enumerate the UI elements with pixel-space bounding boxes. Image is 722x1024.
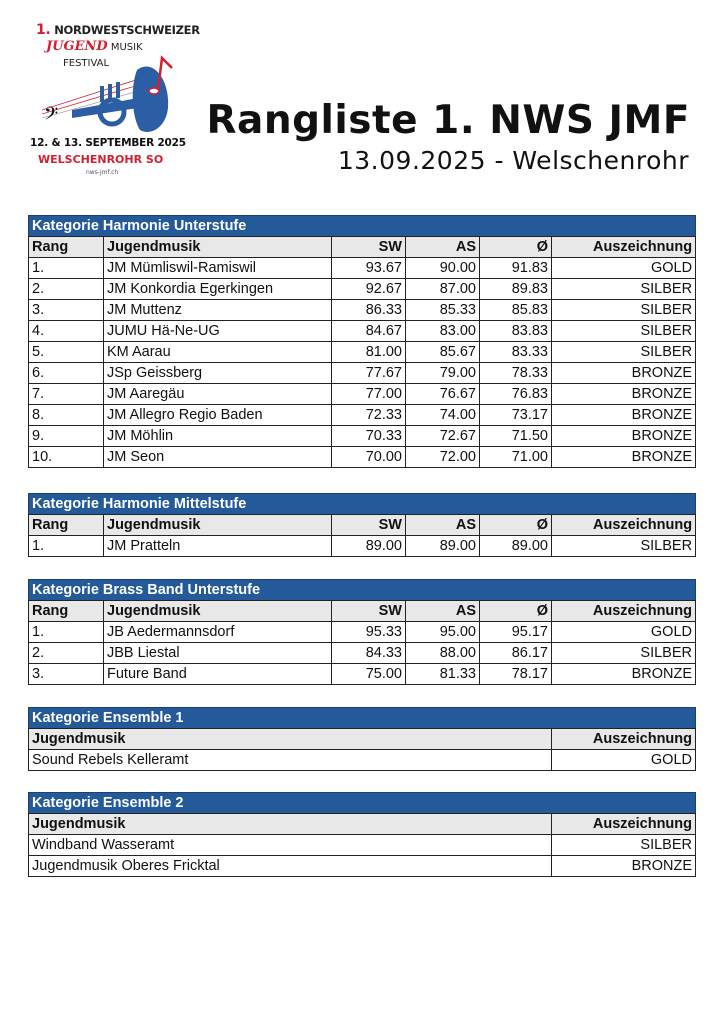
table-row: [29, 664, 696, 685]
logo-jugend: JUGEND: [46, 39, 108, 54]
rang: 2.: [29, 279, 104, 300]
col-jugendmusik: Jugendmusik: [29, 729, 552, 750]
rang: 3.: [29, 664, 104, 685]
score-as: 81.33: [406, 664, 480, 685]
award: BRONZE: [552, 405, 696, 426]
col-sw: SW: [332, 515, 406, 536]
score-sw: 77.00: [332, 384, 406, 405]
table-brass-band-unterstufe: [28, 579, 696, 685]
band-name: KM Aarau: [104, 342, 332, 363]
rang: 9.: [29, 426, 104, 447]
score-avg: 91.83: [480, 258, 552, 279]
table-row: [29, 384, 696, 405]
rang: 1.: [29, 622, 104, 643]
score-as: 74.00: [406, 405, 480, 426]
table-row: [29, 622, 696, 643]
col-rang: Rang: [29, 601, 104, 622]
band-name: JUMU Hä-Ne-UG: [104, 321, 332, 342]
score-as: 85.67: [406, 342, 480, 363]
score-sw: 86.33: [332, 300, 406, 321]
band-name: Sound Rebels Kelleramt: [29, 750, 552, 771]
col-auszeichnung: Auszeichnung: [552, 515, 696, 536]
col-jugendmusik: Jugendmusik: [104, 515, 332, 536]
table-harmonie-unterstufe: [28, 215, 696, 468]
score-avg: 85.83: [480, 300, 552, 321]
award: SILBER: [552, 300, 696, 321]
table-row: [29, 856, 696, 877]
band-name: JM Mümliswil-Ramiswil: [104, 258, 332, 279]
logo-place: WELSCHENROHR SO: [38, 153, 164, 166]
band-name: JM Möhlin: [104, 426, 332, 447]
col-sw: SW: [332, 237, 406, 258]
page-title: Rangliste 1. NWS JMF: [206, 98, 690, 143]
page-subtitle: 13.09.2025 - Welschenrohr: [337, 146, 689, 175]
band-name: JBB Liestal: [104, 643, 332, 664]
score-avg: 83.83: [480, 321, 552, 342]
band-name: JM Seon: [104, 447, 332, 468]
score-as: 87.00: [406, 279, 480, 300]
score-sw: 81.00: [332, 342, 406, 363]
table-ensemble-2: [28, 792, 696, 877]
score-sw: 70.33: [332, 426, 406, 447]
score-as: 72.67: [406, 426, 480, 447]
logo-festival: FESTIVAL: [63, 58, 110, 69]
score-avg: 89.00: [480, 536, 552, 557]
festival-logo: [28, 18, 200, 178]
award: BRONZE: [552, 664, 696, 685]
score-avg: 71.00: [480, 447, 552, 468]
rang: 2.: [29, 643, 104, 664]
score-avg: 78.17: [480, 664, 552, 685]
score-as: 72.00: [406, 447, 480, 468]
table-row: [29, 321, 696, 342]
award: SILBER: [552, 536, 696, 557]
table-row: [29, 279, 696, 300]
score-avg: 71.50: [480, 426, 552, 447]
table-row: [29, 643, 696, 664]
score-as: 79.00: [406, 363, 480, 384]
logo-musik: MUSIK: [110, 42, 143, 53]
award: BRONZE: [552, 856, 696, 877]
table-row: [29, 750, 696, 771]
table-row: [29, 447, 696, 468]
award: SILBER: [552, 279, 696, 300]
table-row: [29, 342, 696, 363]
category-title: Kategorie Harmonie Mittelstufe: [29, 494, 696, 515]
award: BRONZE: [552, 447, 696, 468]
table-ensemble-1: [28, 707, 696, 771]
category-title: Kategorie Ensemble 2: [29, 793, 696, 814]
col-as: AS: [406, 601, 480, 622]
logo-url: nws-jmf.ch: [86, 169, 119, 176]
rang: 8.: [29, 405, 104, 426]
rang: 10.: [29, 447, 104, 468]
score-sw: 84.67: [332, 321, 406, 342]
score-as: 85.33: [406, 300, 480, 321]
score-as: 88.00: [406, 643, 480, 664]
col-jugendmusik: Jugendmusik: [104, 237, 332, 258]
score-avg: 73.17: [480, 405, 552, 426]
table-row: [29, 300, 696, 321]
score-avg: 89.83: [480, 279, 552, 300]
score-as: 76.67: [406, 384, 480, 405]
band-name: JSp Geissberg: [104, 363, 332, 384]
score-as: 90.00: [406, 258, 480, 279]
band-name: Windband Wasseramt: [29, 835, 552, 856]
band-name: Future Band: [104, 664, 332, 685]
col-sw: SW: [332, 601, 406, 622]
award: BRONZE: [552, 384, 696, 405]
award: SILBER: [552, 342, 696, 363]
table-row: [29, 426, 696, 447]
category-title: Kategorie Brass Band Unterstufe: [29, 580, 696, 601]
col-jugendmusik: Jugendmusik: [104, 601, 332, 622]
rang: 5.: [29, 342, 104, 363]
award: SILBER: [552, 643, 696, 664]
score-as: 83.00: [406, 321, 480, 342]
score-sw: 75.00: [332, 664, 406, 685]
trumpet-icon: [42, 48, 182, 138]
award: SILBER: [552, 321, 696, 342]
score-sw: 95.33: [332, 622, 406, 643]
award: BRONZE: [552, 363, 696, 384]
score-avg: 86.17: [480, 643, 552, 664]
col-auszeichnung: Auszeichnung: [552, 237, 696, 258]
col-rang: Rang: [29, 237, 104, 258]
col-jugendmusik: Jugendmusik: [29, 814, 552, 835]
rang: 1.: [29, 536, 104, 557]
score-sw: 72.33: [332, 405, 406, 426]
band-name: JM Allegro Regio Baden: [104, 405, 332, 426]
table-row: [29, 405, 696, 426]
svg-text:𝄢: 𝄢: [44, 104, 59, 129]
category-title: Kategorie Harmonie Unterstufe: [29, 216, 696, 237]
score-sw: 92.67: [332, 279, 406, 300]
col-auszeichnung: Auszeichnung: [552, 601, 696, 622]
band-name: Jugendmusik Oberes Fricktal: [29, 856, 552, 877]
band-name: JB Aedermannsdorf: [104, 622, 332, 643]
band-name: JM Pratteln: [104, 536, 332, 557]
category-title: Kategorie Ensemble 1: [29, 708, 696, 729]
table-row: [29, 363, 696, 384]
score-as: 95.00: [406, 622, 480, 643]
logo-edition: 1.: [36, 22, 51, 38]
score-sw: 70.00: [332, 447, 406, 468]
score-avg: 78.33: [480, 363, 552, 384]
award: GOLD: [552, 622, 696, 643]
award: BRONZE: [552, 426, 696, 447]
band-name: JM Muttenz: [104, 300, 332, 321]
col-as: AS: [406, 237, 480, 258]
award: GOLD: [552, 258, 696, 279]
award: GOLD: [552, 750, 696, 771]
score-avg: 95.17: [480, 622, 552, 643]
logo-date: 12. & 13. SEPTEMBER 2025: [30, 137, 186, 149]
rang: 6.: [29, 363, 104, 384]
rang: 1.: [29, 258, 104, 279]
col-avg: Ø: [480, 237, 552, 258]
table-row: [29, 536, 696, 557]
rang: 4.: [29, 321, 104, 342]
col-auszeichnung: Auszeichnung: [552, 814, 696, 835]
col-avg: Ø: [480, 601, 552, 622]
rang: 7.: [29, 384, 104, 405]
score-as: 89.00: [406, 536, 480, 557]
band-name: JM Konkordia Egerkingen: [104, 279, 332, 300]
score-sw: 89.00: [332, 536, 406, 557]
score-avg: 83.33: [480, 342, 552, 363]
table-harmonie-mittelstufe: [28, 493, 696, 557]
col-auszeichnung: Auszeichnung: [552, 729, 696, 750]
logo-line1: NORDWESTSCHWEIZER: [54, 23, 200, 37]
award: SILBER: [552, 835, 696, 856]
score-sw: 77.67: [332, 363, 406, 384]
table-row: [29, 835, 696, 856]
band-name: JM Aaregäu: [104, 384, 332, 405]
score-sw: 93.67: [332, 258, 406, 279]
rang: 3.: [29, 300, 104, 321]
score-avg: 76.83: [480, 384, 552, 405]
score-sw: 84.33: [332, 643, 406, 664]
table-row: [29, 258, 696, 279]
col-rang: Rang: [29, 515, 104, 536]
col-as: AS: [406, 515, 480, 536]
col-avg: Ø: [480, 515, 552, 536]
